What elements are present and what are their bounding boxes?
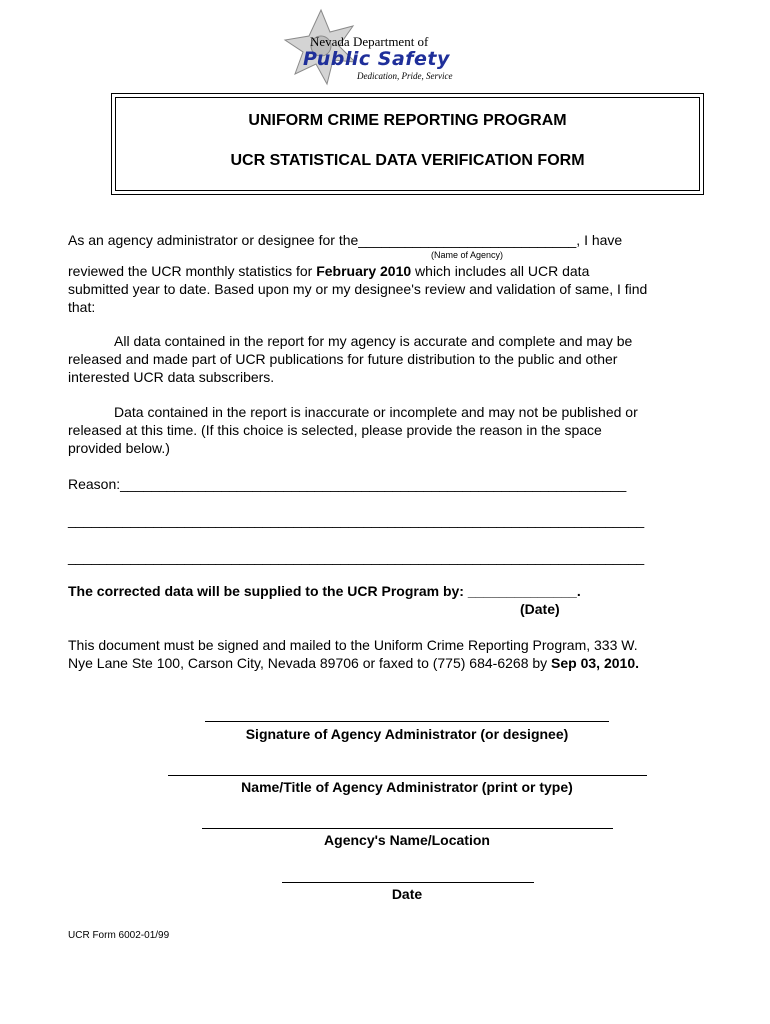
reporting-period: February 2010 xyxy=(316,263,412,279)
accurate-option-line-2: released and made part of UCR publications for future distribution to the public and other xyxy=(68,351,618,367)
intro-line-3: submitted year to date. Based upon my or my designee's review and validation of same, I find xyxy=(68,281,648,297)
intro-line-1: As an agency administrator or designee for the____________________________, I have xyxy=(68,232,623,248)
logo-public-safety-text: Public Safety xyxy=(303,48,450,70)
mailing-line-2-pre: Nye Lane Ste 100, Carson City, Nevada 89706 or faxed to (775) 684-6268 by xyxy=(68,655,552,671)
title-box xyxy=(111,93,704,195)
intro-line-2 xyxy=(68,262,589,281)
name-title-label: Name/Title of Agency Administrator (print or type) xyxy=(241,779,573,795)
nevada-dps-logo xyxy=(283,8,483,88)
title-box-inner xyxy=(115,97,700,191)
mailing-line-1: This document must be signed and mailed to the Uniform Crime Reporting Program, 333 W. xyxy=(68,637,638,653)
intro-line-2-pre: reviewed the UCR monthly statistics for xyxy=(68,263,317,279)
submission-deadline: Sep 03, 2010. xyxy=(551,655,639,671)
logo-department-text: Nevada Department of xyxy=(310,34,429,49)
agency-location-line[interactable] xyxy=(202,828,613,829)
form-number: UCR Form 6002-01/99 xyxy=(68,930,170,941)
intro-line-2-post: which includes all UCR data xyxy=(411,263,590,279)
logo-motto-text: Dedication, Pride, Service xyxy=(357,71,453,81)
accurate-option-line-1: All data contained in the report for my agency is accurate and complete and may be xyxy=(114,333,633,349)
mailing-line-2 xyxy=(68,654,639,673)
form-title: UCR STATISTICAL DATA VERIFICATION FORM xyxy=(230,152,585,169)
reason-field[interactable]: Reason:_________________________________________________________________ xyxy=(68,476,627,492)
inaccurate-option-line-1: Data contained in the report is inaccurate or incomplete and may not be published or xyxy=(114,404,638,420)
corrected-date-caption: (Date) xyxy=(520,601,560,617)
reason-line-3[interactable]: __________________________________________________________________________ xyxy=(68,549,645,565)
agency-name-caption: (Name of Agency) xyxy=(431,250,504,260)
signature-line[interactable] xyxy=(205,721,609,722)
inaccurate-option-line-3: provided below.) xyxy=(68,440,170,456)
date-line[interactable] xyxy=(282,882,534,883)
signature-label: Signature of Agency Administrator (or designee) xyxy=(245,726,569,742)
intro-line-4: that: xyxy=(68,299,96,315)
inaccurate-option-line-2: released at this time. (If this choice is selected, please provide the reason in the space xyxy=(68,422,602,438)
accurate-option-line-3: interested UCR data subscribers. xyxy=(68,369,275,385)
date-label: Date xyxy=(391,886,423,902)
corrected-data-line[interactable]: The corrected data will be supplied to the UCR Program by: ______________. xyxy=(68,583,581,599)
reason-line-2[interactable]: __________________________________________________________________________ xyxy=(68,512,645,528)
program-title: UNIFORM CRIME REPORTING PROGRAM xyxy=(248,112,567,129)
name-title-line[interactable] xyxy=(168,775,647,776)
agency-location-label: Agency's Name/Location xyxy=(324,832,490,848)
